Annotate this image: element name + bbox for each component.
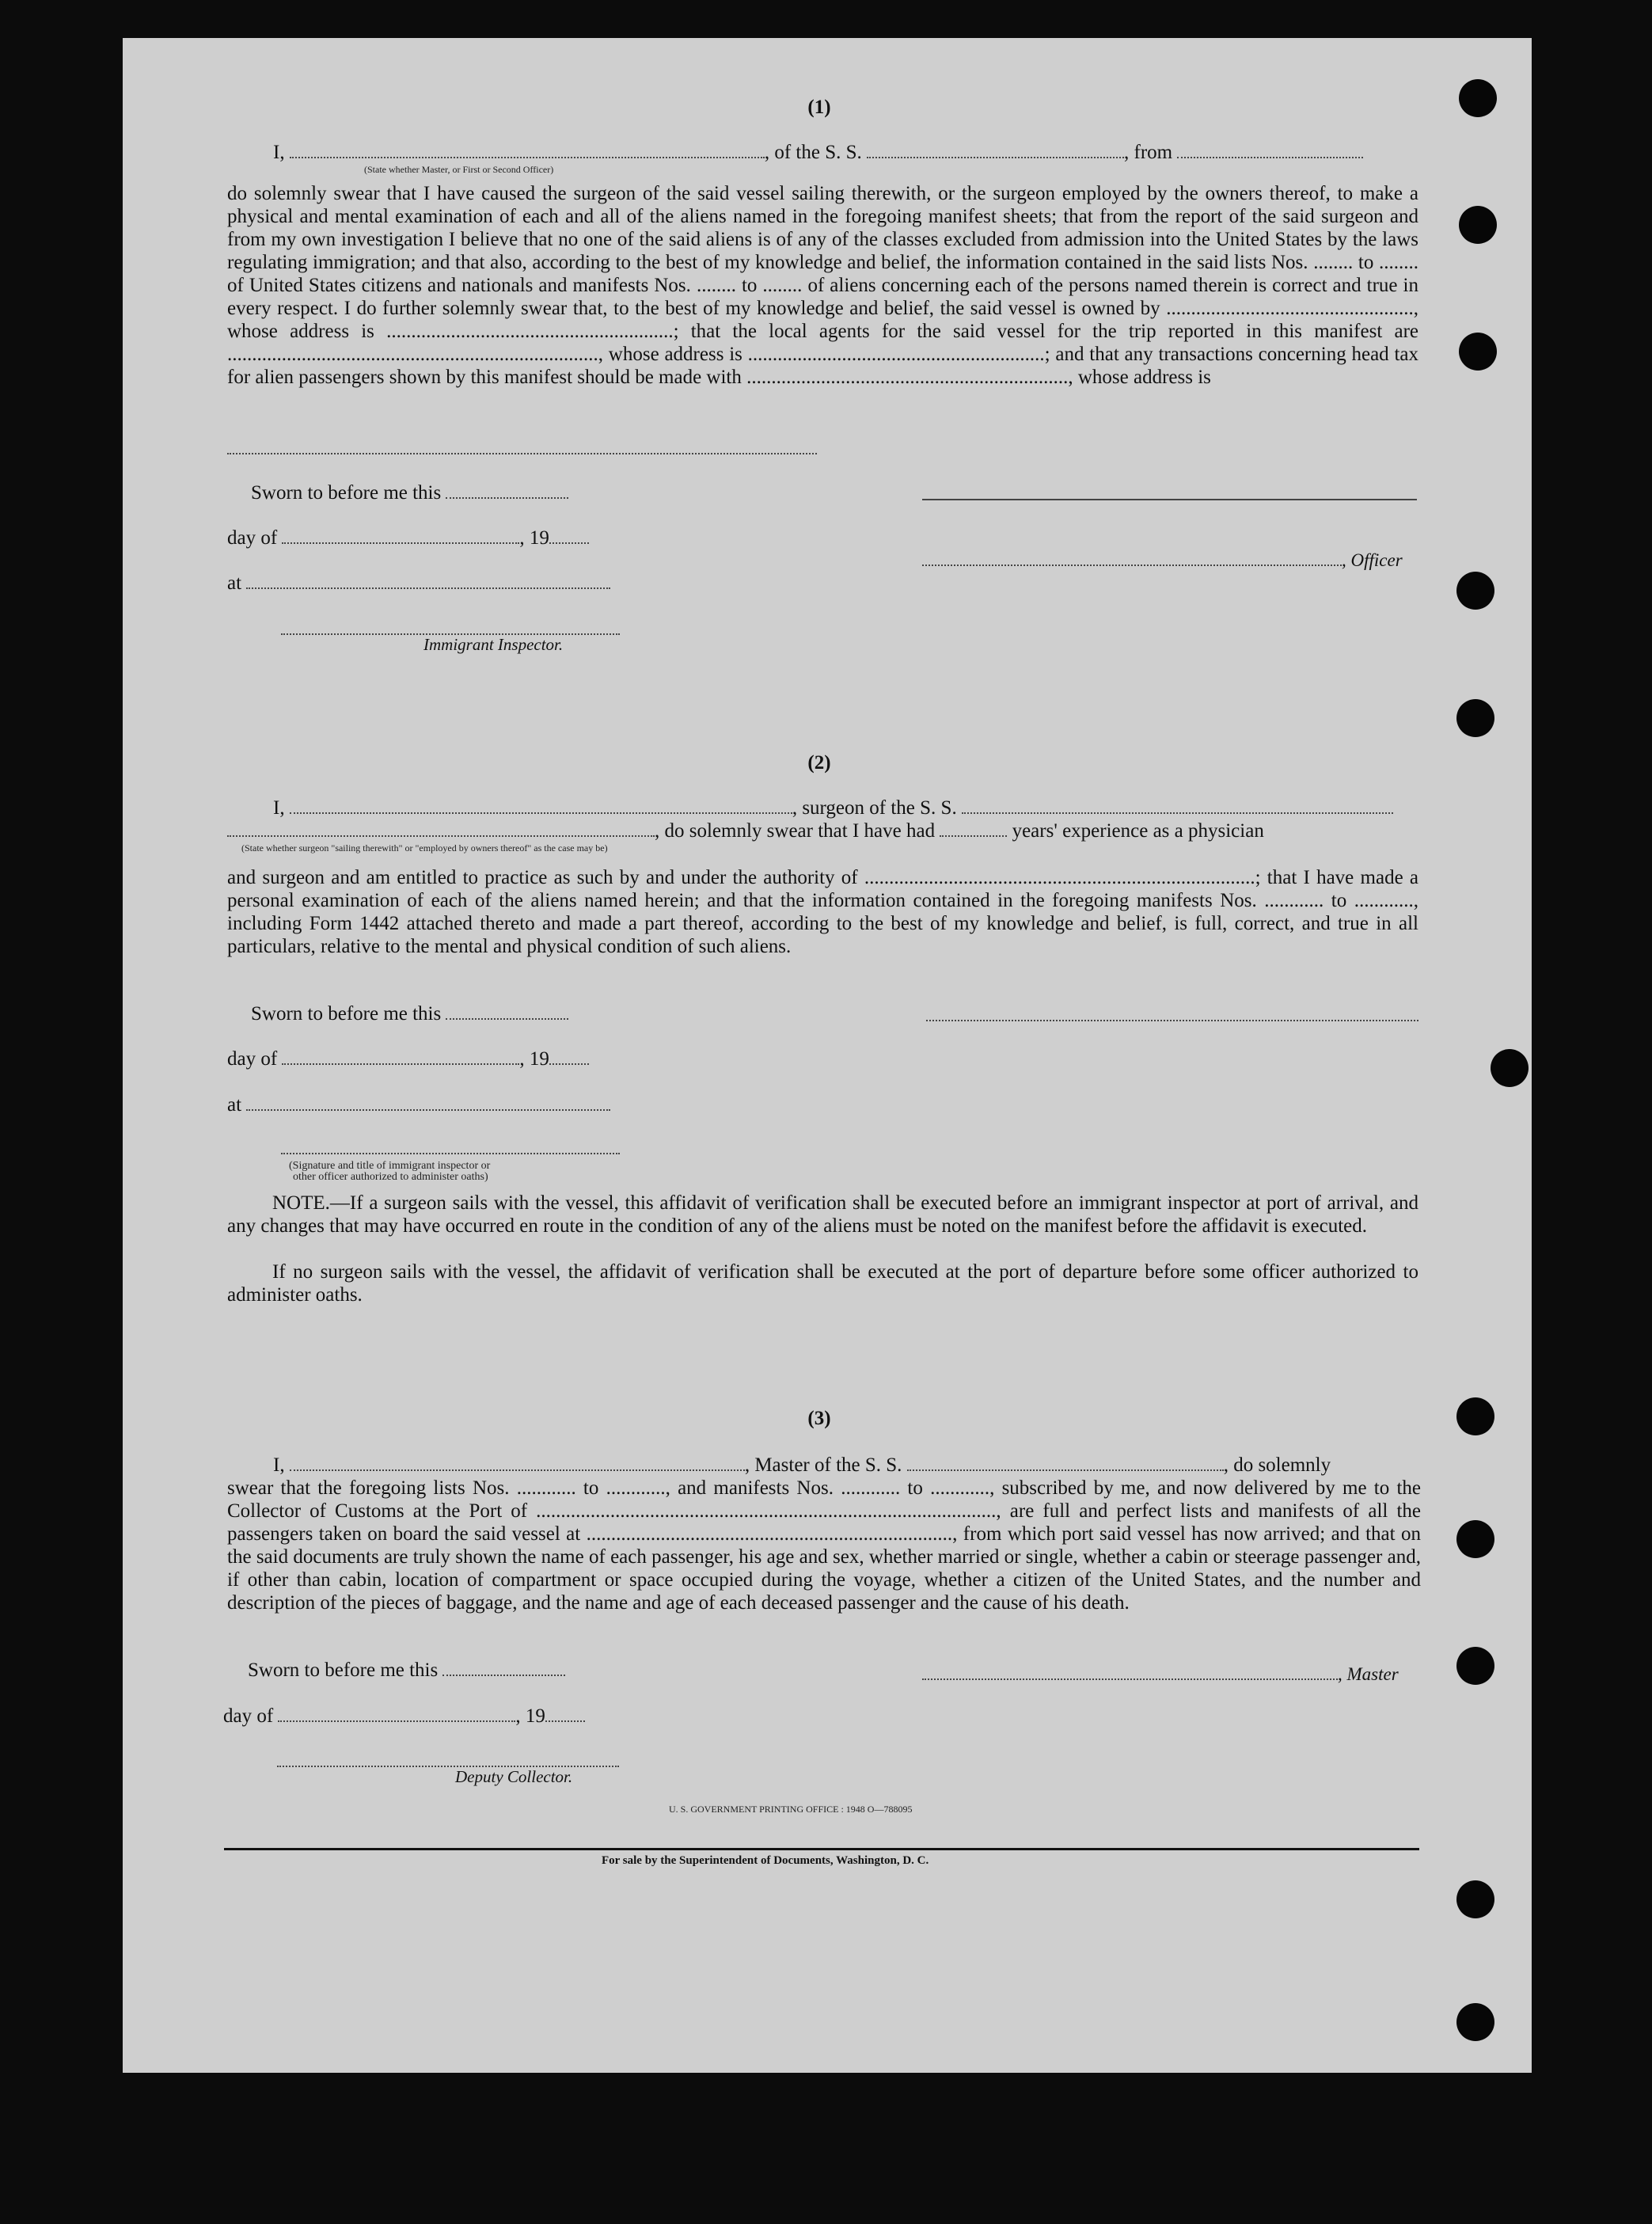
for-sale-notice: For sale by the Superintendent of Documents, Washington, D. C. xyxy=(602,1854,929,1867)
sworn-label: Sworn to before me this xyxy=(251,1003,442,1025)
solemnly-label: , do solemnly xyxy=(1223,1454,1331,1476)
month-field[interactable] xyxy=(282,528,519,544)
master-signature-line xyxy=(922,1663,1399,1686)
surgeon-ship-field[interactable] xyxy=(962,798,1393,814)
section-3-first-line xyxy=(273,1454,1331,1477)
note-label: NOTE. xyxy=(272,1192,330,1214)
master-label: , Master xyxy=(1338,1664,1399,1684)
master-name-field[interactable] xyxy=(290,1455,745,1471)
sworn-day-field[interactable] xyxy=(446,1004,568,1020)
section-3-oath-text: swear that the foregoing lists Nos. ............ to ............, and manifests Nos. ............ to ............, subscribed by me, and now delivered by me to the Collector of Customs at the Port of ............................................................................................., are full and perfect lists and manifests of all the passengers taken on board the said vessel at .........................................................................., from which port said vessel has now arrived; and that on the said documents are truly shown the name of each passenger, his age and sex, whether married or single, whether a cabin or steerage passenger and, if other than cabin, location of compartment or space occupied during the voyage, whether a citizen of the United States, and the number and description of the pieces of baggage, and the name and age of each deceased passenger and the cause of his death. xyxy=(227,1477,1421,1614)
day-of-line-1 xyxy=(227,527,589,549)
punch-hole xyxy=(1459,79,1497,117)
officer-signature-field-top[interactable] xyxy=(922,485,1417,500)
day-of-label: day of xyxy=(223,1705,274,1727)
year-field[interactable] xyxy=(549,528,589,544)
head-tax-address-field[interactable] xyxy=(227,439,817,454)
punch-hole xyxy=(1456,1880,1494,1918)
inspector-signature-field[interactable] xyxy=(281,619,620,635)
section-2-number: (2) xyxy=(807,752,831,774)
at-label: at xyxy=(227,572,242,594)
section-2-first-line xyxy=(273,796,1393,819)
sworn-line-3 xyxy=(248,1659,565,1682)
punch-hole xyxy=(1456,699,1494,737)
sworn-day-field[interactable] xyxy=(442,1660,565,1676)
surgeon-status-field[interactable] xyxy=(290,798,792,814)
note-paragraph-2 xyxy=(227,1260,1418,1306)
officer-rank-hint: (State whether Master, or First or Second Officer) xyxy=(364,164,554,175)
footer-rule xyxy=(224,1848,1419,1850)
i-label: I, xyxy=(273,797,285,819)
month-field[interactable] xyxy=(278,1706,515,1722)
ship-name-field[interactable] xyxy=(867,143,1124,158)
year-label: , 19 xyxy=(519,527,549,549)
head-tax-address-line xyxy=(227,437,817,460)
section-3-number: (3) xyxy=(807,1408,831,1429)
officer-signature-line xyxy=(922,549,1403,572)
master-of-label: , Master of the S. S. xyxy=(744,1454,902,1476)
immigrant-inspector-label: Immigrant Inspector. xyxy=(423,635,564,654)
surgeon-of-label: , surgeon of the S. S. xyxy=(792,797,957,819)
month-field[interactable] xyxy=(282,1049,519,1065)
note-text-2: If no surgeon sails with the vessel, the affidavit of verification shall be executed at the port of departure before some officer authorized to administer oaths. xyxy=(227,1261,1418,1306)
master-signature-field[interactable] xyxy=(922,1664,1338,1680)
sworn-label: Sworn to before me this xyxy=(248,1659,439,1681)
at-place-field[interactable] xyxy=(246,573,610,589)
master-ship-field[interactable] xyxy=(907,1455,1224,1471)
signature-note-line-2: other officer authorized to administer oaths) xyxy=(293,1171,488,1183)
swear-label: , do solemnly swear that I have had xyxy=(655,820,936,842)
day-of-line-3 xyxy=(223,1705,585,1728)
officer-signature-line-top xyxy=(922,483,1417,506)
i-label: I, xyxy=(273,142,285,163)
punch-hole xyxy=(1459,206,1497,244)
year-label: , 19 xyxy=(519,1048,549,1070)
day-of-label: day of xyxy=(227,1048,278,1070)
punch-hole xyxy=(1456,1647,1494,1685)
officer-signature-field[interactable] xyxy=(922,550,1342,566)
day-of-label: day of xyxy=(227,527,278,549)
officer-rank-field[interactable] xyxy=(290,143,765,158)
surgeon-status-hint: (State whether surgeon "sailing therewith" or "employed by owners thereof" as the case may be) xyxy=(241,842,608,853)
section-1-first-line xyxy=(273,141,1363,164)
at-place-field[interactable] xyxy=(246,1095,610,1111)
deputy-collector-label: Deputy Collector. xyxy=(455,1767,573,1786)
note-paragraph-1 xyxy=(227,1192,1418,1237)
note-text-1: —If a surgeon sails with the vessel, this affidavit of verification shall be executed before an immigrant inspector at port of arrival, and any changes that may have occurred en route in the condition of any of the aliens must be noted on the manifest before the affidavit is executed. xyxy=(227,1192,1418,1237)
from-label: , from xyxy=(1124,142,1173,163)
surgeon-signature-line xyxy=(926,1004,1418,1027)
administrator-signature-line xyxy=(281,1137,620,1160)
year-field[interactable] xyxy=(545,1706,585,1722)
section-2-oath-text: and surgeon and am entitled to practice as such by and under the authority of ...............................................................................; that I have made a personal examination of each of the aliens named herein; and that the information contained in the foregoing manifests Nos. ............ to ............, including Form 1442 attached thereto and made a part thereof, according to the best of my knowledge and belief, is full, correct, and true in all particulars, relative to the mental and physical condition of such aliens. xyxy=(227,867,1418,957)
punch-hole xyxy=(1456,572,1494,610)
surgeon-signature-field[interactable] xyxy=(926,1006,1418,1021)
sworn-label: Sworn to before me this xyxy=(251,482,442,504)
at-line-2 xyxy=(227,1093,610,1116)
sworn-line-1 xyxy=(251,481,568,504)
administrator-signature-field[interactable] xyxy=(281,1139,620,1154)
of-ss-label: , of the S. S. xyxy=(764,142,862,163)
section-1-oath-text: do solemnly swear that I have caused the surgeon of the said vessel sailing therewith, or the surgeon employed by the owners thereof, to make a physical and mental examination of each and all of the aliens named in the foregoing manifest sheets; that from the report of the said surgeon and from my own investigation I believe that no one of the said aliens is of any of the classes excluded from admission into the United States by the laws regulating immigration; and that also, according to the best of my knowledge and belief, the information contained in the said lists Nos. ........ to ........ of United States citizens and nationals and manifests Nos. ........ to ........ of aliens concerning each of the persons named therein is correct and true in every respect. I do further solemnly swear that, to the best of my knowledge and belief, the said vessel is owned by .................................................., whose address is ..........................................................; that the local agents for the said vessel for the trip reported in this manifest are ..........................................................................., whose address is ............................................................; and that any transactions concerning head tax for alien passengers shown by this manifest should be made with ................................................................., whose address is xyxy=(227,183,1418,388)
section-2-second-line xyxy=(227,819,1264,842)
from-port-field[interactable] xyxy=(1177,143,1363,158)
collector-signature-field[interactable] xyxy=(277,1751,619,1767)
year-field[interactable] xyxy=(549,1049,589,1065)
signature-note-line-1: (Signature and title of immigrant inspector or xyxy=(289,1160,491,1172)
section-1-number: (1) xyxy=(807,97,831,118)
at-line-1 xyxy=(227,572,610,595)
sworn-day-field[interactable] xyxy=(446,483,568,499)
years-experience-field[interactable] xyxy=(940,821,1007,837)
i-label: I, xyxy=(273,1454,285,1476)
years-label: years' experience as a physician xyxy=(1012,820,1264,842)
at-label: at xyxy=(227,1094,242,1116)
punch-hole xyxy=(1456,1397,1494,1435)
punch-hole xyxy=(1456,1520,1494,1558)
day-of-line-2 xyxy=(227,1047,589,1070)
printing-office-imprint: U. S. GOVERNMENT PRINTING OFFICE : 1948 O—788095 xyxy=(669,1804,913,1815)
officer-label: , Officer xyxy=(1342,550,1403,570)
punch-hole xyxy=(1491,1049,1529,1087)
year-label: , 19 xyxy=(515,1705,545,1727)
surgeon-name-field[interactable] xyxy=(227,821,655,837)
punch-hole xyxy=(1456,2003,1494,2041)
sworn-line-2 xyxy=(251,1002,568,1025)
punch-hole xyxy=(1459,333,1497,371)
